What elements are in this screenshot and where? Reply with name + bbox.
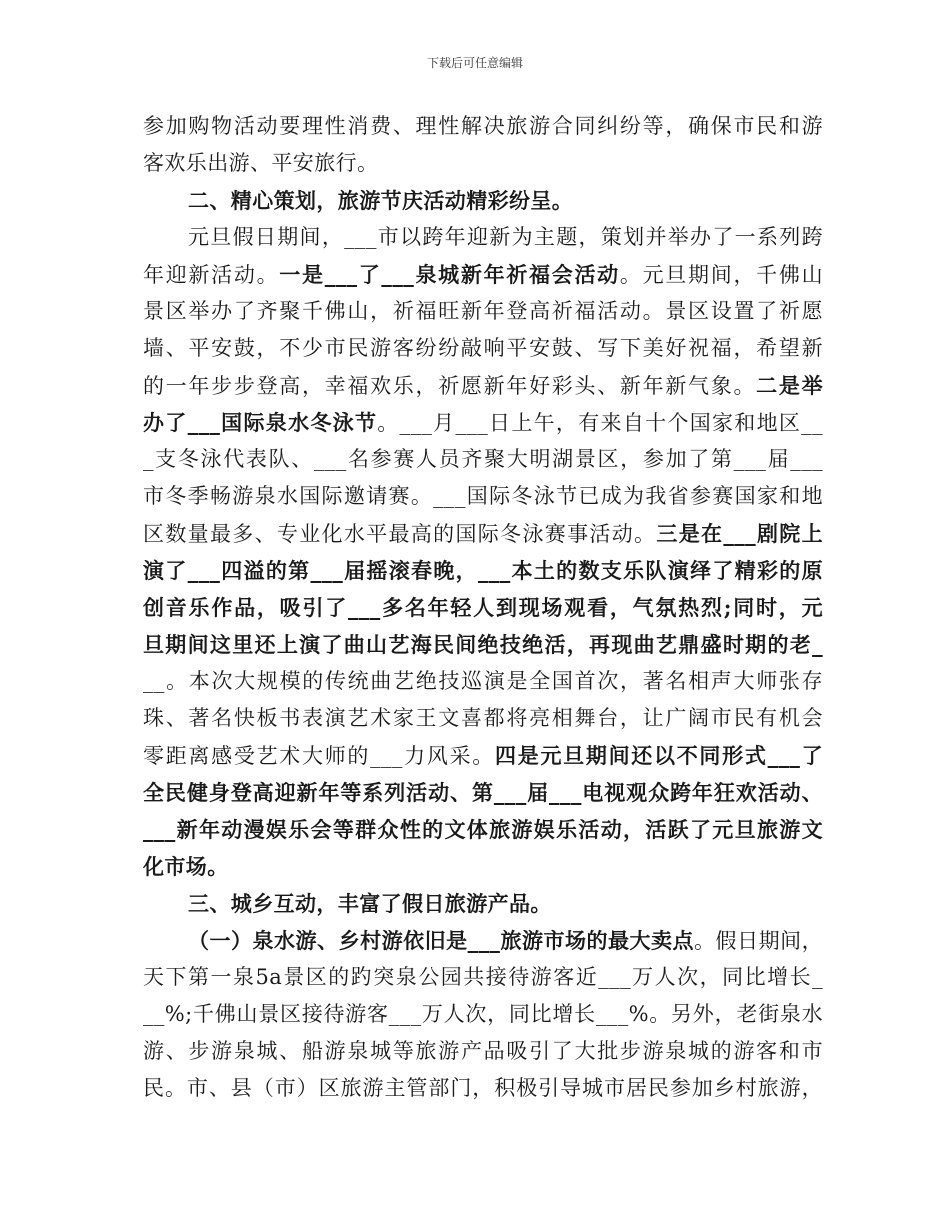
body-text: _支冬泳代表队、___名参赛人员齐聚大明湖景区，参加了第___届___ — [143, 447, 823, 471]
text-line — [143, 922, 823, 959]
body-text: 年迎新活动。 — [143, 263, 280, 287]
bold-text: ___新年动漫娱乐会等群众性的文体旅游娱乐活动，活跃了元旦旅游文 — [143, 817, 823, 842]
text-line — [143, 700, 823, 737]
document-body — [143, 108, 823, 1107]
bold-text: 办了___国际泉水冬泳节 — [143, 410, 378, 435]
text-line — [143, 848, 823, 885]
body-text: 天下第一泉5a景区的趵突泉公园共接待游客近___万人次，同比增长_ — [143, 965, 823, 989]
bold-text: 旦期间这里还上演了曲山艺海民间绝技绝活，再现曲艺鼎盛时期的老_ — [143, 632, 823, 657]
text-line — [143, 774, 823, 811]
body-text: 市冬季畅游泉水国际邀请赛。___国际冬泳节已成为我省参赛国家和地 — [143, 484, 823, 508]
text-line — [143, 256, 823, 293]
body-text: 民。市、县（市）区旅游主管部门，积极引导城市居民参加乡村旅游， — [143, 1076, 823, 1100]
text-line — [143, 293, 823, 330]
body-text: 元旦假日期间，___市以跨年迎新为主题，策划并举办了一系列跨 — [188, 225, 823, 249]
body-text: 。元旦期间，千佛山 — [619, 263, 823, 287]
text-line — [143, 811, 823, 848]
text-line — [143, 145, 823, 182]
body-text: 客欢乐出游、平安旅行。 — [143, 151, 379, 175]
text-line — [143, 737, 823, 774]
text-line — [143, 478, 823, 515]
text-line — [143, 441, 823, 478]
text-line — [143, 552, 823, 589]
text-line — [143, 108, 823, 145]
text-line — [143, 996, 823, 1033]
bold-text: 四是元旦期间还以不同形式___了 — [495, 743, 823, 768]
bold-text: 一是___了___泉城新年祈福会活动 — [279, 262, 620, 287]
text-line — [143, 404, 823, 441]
text-line — [143, 1033, 823, 1070]
body-text: __。本次大规模的传统曲艺绝技巡演是全国首次，著名相声大师张存 — [143, 669, 823, 693]
body-text: 区数量最多、专业化水平最高的国际冬泳赛事活动。 — [143, 522, 657, 546]
text-line — [143, 1070, 823, 1107]
bold-text: 化市场。 — [143, 854, 229, 879]
bold-text: 演了___四溢的第___届摇滚春晚，___本土的数支乐队演绎了精彩的原 — [143, 558, 823, 583]
text-line — [143, 663, 823, 700]
body-text: 。___月___日上午，有来自十个国家和地区__ — [377, 411, 823, 435]
text-line — [143, 589, 823, 626]
bold-text: （一）泉水游、乡村游依旧是___旅游市场的最大卖点 — [188, 928, 695, 953]
text-line — [143, 626, 823, 663]
bold-text: 全民健身登高迎新年等系列活动、第___届___电视观众跨年狂欢活动、 — [143, 780, 823, 805]
bold-text: 二、精心策划，旅游节庆活动精彩纷呈。 — [188, 188, 574, 213]
bold-text: 二是举 — [756, 373, 823, 398]
bold-text: 三、城乡互动，丰富了假日旅游产品。 — [188, 891, 552, 916]
body-text: 墙、平安鼓，不少市民游客纷纷敲响平安鼓、写下美好祝福，希望新 — [143, 336, 823, 360]
text-line — [143, 330, 823, 367]
bold-text: 三是在___剧院上 — [656, 521, 823, 546]
text-line — [143, 959, 823, 996]
text-line — [143, 182, 823, 219]
text-line — [143, 219, 823, 256]
page-header: 下载后可任意编辑 — [426, 56, 523, 70]
body-text: 游、步游泉城、船游泉城等旅游产品吸引了大批步游泉城的游客和市 — [143, 1039, 823, 1063]
body-text: 零距离感受艺术大师的___力风采。 — [143, 744, 496, 768]
text-line — [143, 367, 823, 404]
text-line — [143, 515, 823, 552]
body-text: 的一年步步登高，幸福欢乐，祈愿新年好彩头、新年新气象。 — [143, 374, 757, 398]
body-text: 珠、著名快板书表演艺术家王文喜都将亮相舞台，让广阔市民有机会 — [143, 706, 823, 730]
text-line — [143, 885, 823, 922]
body-text: __%;千佛山景区接待游客___万人次，同比增长___%。另外，老街泉水 — [143, 1002, 823, 1026]
body-text: 参加购物活动要理性消费、理性解决旅游合同纠纷等，确保市民和游 — [143, 114, 823, 138]
body-text: 景区举办了齐聚千佛山，祈福旺新年登高祈福活动。景区设置了祈愿 — [143, 299, 823, 323]
body-text: 。假日期间， — [694, 929, 823, 953]
bold-text: 创音乐作品，吸引了___多名年轻人到现场观看，气氛热烈;同时，元 — [143, 595, 823, 620]
